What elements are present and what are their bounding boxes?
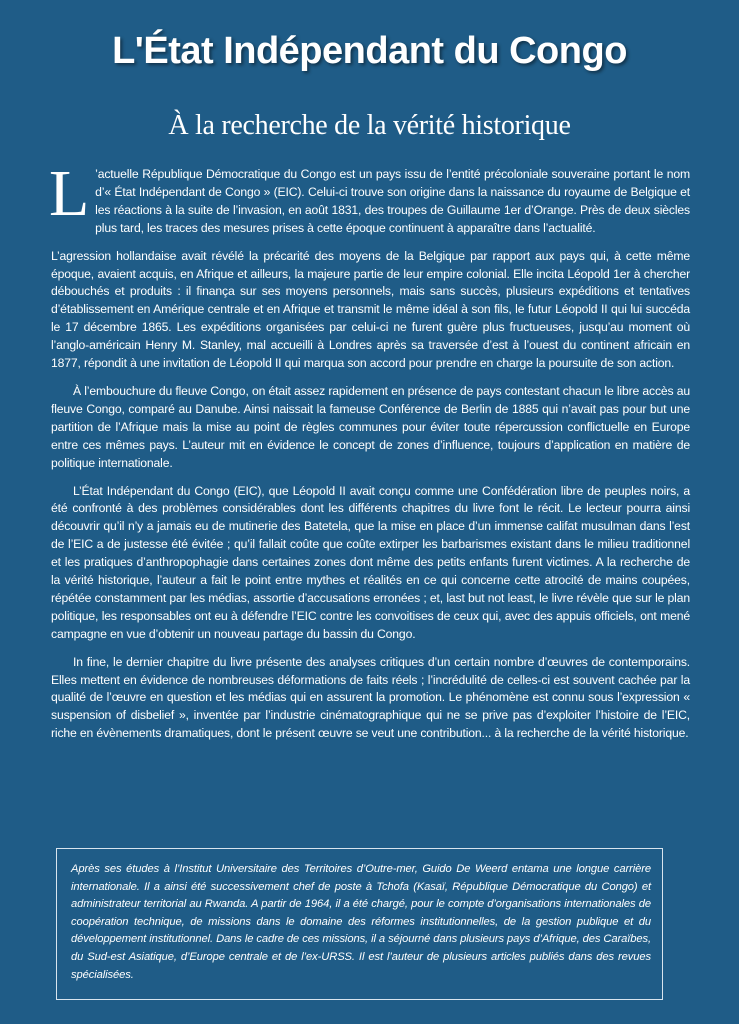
intro-paragraph bbox=[49, 157, 690, 238]
page-subtitle: À la recherche de la vérité historique bbox=[168, 110, 571, 141]
paragraph-1: L’agression hollandaise avait révélé la précarité des moyens de la Belgique par rapport aux pays qui, à cette même époque, avaient acquis, en Afrique et ailleurs, la majeure partie de leur empire colonial. Elle incita Léopold 1er à chercher débouchés et produits : il finança sur ses moyens personnels, mais sans succès, plusieurs expéditions et tentatives d’établissement en Amérique centrale et en Afrique et transmit le même idéal à son fils, le futur Léopold II qui lui succéda le 17 décembre 1865. Les expéditions organisées par celui-ci ne furent guère plus fructueuses, jusqu’au moment où l’anglo-américain Henry M. Stanley, mal accueilli à Londres après sa traversée d’est à l’ouest du continent africain en 1877, répondit à une invitation de Léopold II qui marqua son accord pour prendre en charge la poursuite de son action. bbox=[51, 248, 690, 371]
intro-text: ’actuelle République Démocratique du Congo est un pays issu de l’entité précoloniale souveraine portant le nom d’« État Indépendant de Congo » (EIC). Celui-ci trouve son origine dans la naissance du royaume de Belgique et les réactions à la suite de l’invasion, en août 1831, des troupes de Guillaume 1er d’Orange. Près de deux siècles plus tard, les traces des mesures prises à cette époque continuent à apparaître dans l’actualité. bbox=[95, 167, 690, 235]
drop-cap: L bbox=[49, 157, 90, 230]
paragraph-3: L’État Indépendant du Congo (EIC), que Léopold II avait conçu comme une Confédération libre de peuples noirs, a été confronté à des problèmes considérables dont les différents chapitres du livre font le récit. Le lecteur pourra ainsi découvrir qu’il n’y a jamais eu de mutinerie des Batetela, que la mise en place d’un immense califat musulman dans l’est de l’EIC a de justesse été évitée ; qu’il fallait coûte que coûte extirper les barbarismes existant dans le milieu traditionnel et les pratiques d’anthropophagie dans certaines zones dont même des petits enfants furent victimes. A la recherche de la vérité historique, l’auteur a fait le point entre mythes et réalités en ce qui concerne cette atrocité de mains coupées, répétée constamment par les médias, assortie d’accusations erronées ; et, last but not least, le livre révèle que sur le plan politique, les responsables ont eu à défendre l’EIC contre les convoitises de ceux qui, avec des appuis officiels, ont mené campagne en vue d’obtenir un nouveau partage du bassin du Congo. bbox=[51, 483, 690, 641]
main-text bbox=[49, 157, 690, 753]
author-bio-text: Après ses études à l’Institut Universitaire des Territoires d’Outre-mer, Guido De Weerd entama une longue carrière internationale. Il a ainsi été successivement chef de poste à Tchofa (Kasaï, République Démocratique du Congo) et administrateur territorial au Rwanda. A partir de 1964, il a été chargé, pour le compte d’organisations internationales de coopération technique, de missions dans le domaine des réformes institutionnelles, de la gestion publique et du développement institutionnel. Dans le cadre de ces missions, il a séjourné dans plusieurs pays d’Afrique, des Caraïbes, du Sud-est Asiatique, d’Europe centrale et de l’ex-URSS. Il est l’auteur de plusieurs articles publiés dans des revues spécialisées. bbox=[71, 863, 651, 981]
author-bio-box bbox=[56, 848, 663, 1000]
paragraph-2: À l’embouchure du fleuve Congo, on était assez rapidement en présence de pays contestant chacun le libre accès au fleuve Congo, comparé au Danube. Ainsi naissait la fameuse Conférence de Berlin de 1885 qui n’avait pas pour but une partition de l’Afrique mais la mise au point de règles communes pour éviter toute répercussion conflictuelle en Europe entre ces mêmes pays. L’auteur mit en évidence le concept de zones d’influence, toujours d’application en matière de politique internationale. bbox=[51, 383, 690, 470]
page-title: L'État Indépendant du Congo bbox=[112, 30, 627, 72]
paragraph-4: In fine, le dernier chapitre du livre présente des analyses critiques d’un certain nombre d’œuvres de contemporains. Elles mettent en évidence de nombreuses déformations de faits réels ; l’incrédulité de celles-ci est souvent cachée par la qualité de l’œuvre en question et les médias qui en assurent la promotion. Le phénomène est connu sous l’expression « suspension of disbelief », inventée par l’industrie cinématographique qui ne se prive pas d’exploiter l’histoire de l’EIC, riche en évènements dramatiques, dont le présent œuvre se veut une contribution... à la recherche de la vérité historique. bbox=[51, 654, 690, 741]
